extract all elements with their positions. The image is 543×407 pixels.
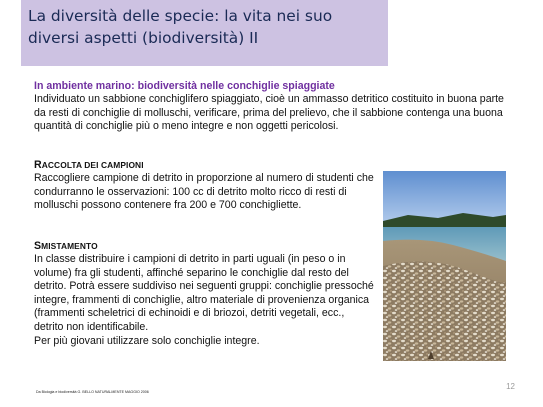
footer-credit: Da Biologia e biodiversità G. BELLO NATURALMENTE MAGGIO 2006 [36,390,149,394]
heading-rest: ACCOLTA DEI CAMPIONI [41,160,144,170]
shell-beach-photo [383,171,506,361]
title-box [21,0,388,66]
section-text-raccolta: Raccogliere campione di detrito in proporzione al numero di studenti che condurranno le osservazioni: 100 cc di detrito molto ricco di resti di molluschi possono contenere fra 200 e 700 conchigliette. [34,172,374,212]
heading-initial: S [34,240,42,252]
slide-title: La diversità delle specie: la vita nei suo diversi aspetti (biodiversità) II [28,7,333,47]
smistamento-text: In classe distribuire i campioni di detrito in parti uguali (in peso o in volume) fra gli studenti, affinché separino le conchiglie dal resto del detrito. Potrà essere suddiviso nei seguenti gruppi: conchiglie pressoché integre, frammenti di conchiglie, altro materiale di provenienza organica (frammenti scheletrici di echinoidi e di briozoi, detriti vegetali, ecc., detrito non identificabile. [34,253,374,333]
section-heading-smistamento [34,240,98,253]
heading-rest: MISTAMENTO [41,241,98,251]
intro-paragraph: Individuato un sabbione conchiglifero spiaggiato, cioè un ammasso detritico costituito in buona parte da resti di conchiglie di molluschi, verificare, prima del prelievo, che il sabbione contenga una buona quantità di conchiglie più o meno integre e non oggetti pericolosi. [34,93,504,133]
heading-initial: R [34,159,42,171]
section-text-smistamento [34,253,374,348]
smistamento-note: Per più giovani utilizzare solo conchiglie integre. [34,334,260,347]
slide-subtitle: In ambiente marino: biodiversità nelle conchiglie spiaggiate [34,80,335,92]
section-heading-raccolta [34,159,144,172]
page-number: 12 [506,382,515,391]
